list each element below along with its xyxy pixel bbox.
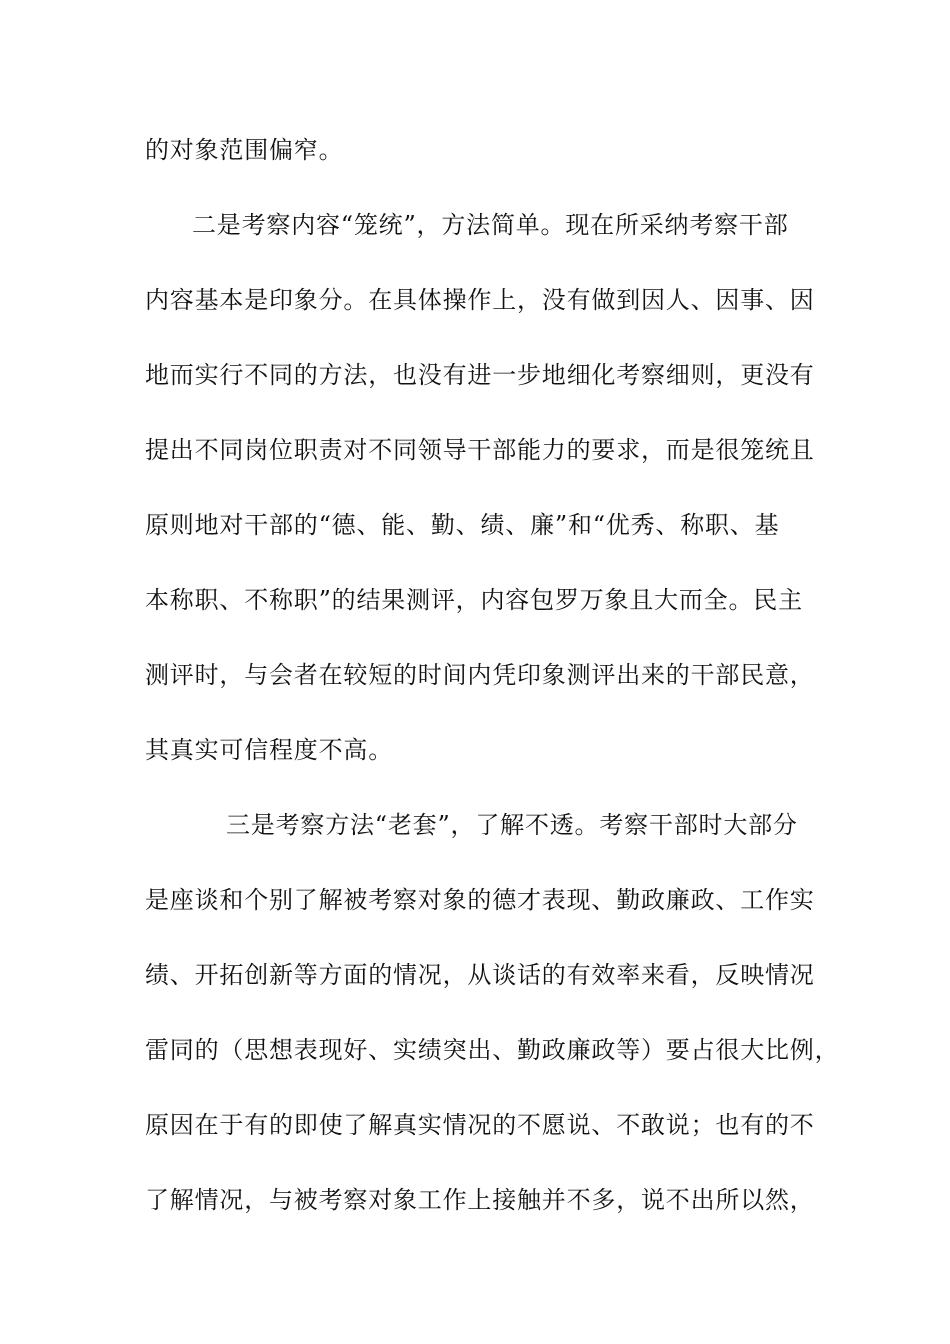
text-line: 是座谈和个别了解被考察对象的德才表现、勤政廉政、工作实 [145,886,815,914]
text-line: 本称职、不称职”的结果测评，内容包罗万象且大而全。民主 [145,586,803,614]
paragraph-first-line: 三是考察方法“老套”，了解不透。考察干部时大部分 [226,811,798,839]
text-line: 提出不同岗位职责对不同领导干部能力的要求，而是很笼统且 [145,436,815,464]
text-line: 雷同的（思想表现好、实绩突出、勤政廉政等）要占很大比例， [145,1036,840,1064]
text-line: 原则地对干部的“德、能、勤、绩、廉”和“优秀、称职、基 [145,511,780,539]
text-line: 其真实可信程度不高。 [145,736,393,764]
paragraph-first-line: 二是考察内容“笼统”，方法简单。现在所采纳考察干部 [192,211,789,239]
text-line: 内容基本是印象分。在具体操作上，没有做到因人、因事、因 [145,286,815,314]
text-line: 绩、开拓创新等方面的情况，从谈话的有效率来看，反映情况 [145,961,815,989]
text-line: 原因在于有的即使了解真实情况的不愿说、不敢说；也有的不 [145,1111,815,1139]
text-line: 了解情况，与被考察对象工作上接触并不多，说不出所以然， [145,1186,815,1214]
text-line: 地而实行不同的方法，也没有进一步地细化考察细则，更没有 [145,361,815,389]
text-line: 的对象范围偏窄。 [145,136,344,164]
text-line: 测评时，与会者在较短的时间内凭印象测评出来的干部民意， [145,661,815,689]
